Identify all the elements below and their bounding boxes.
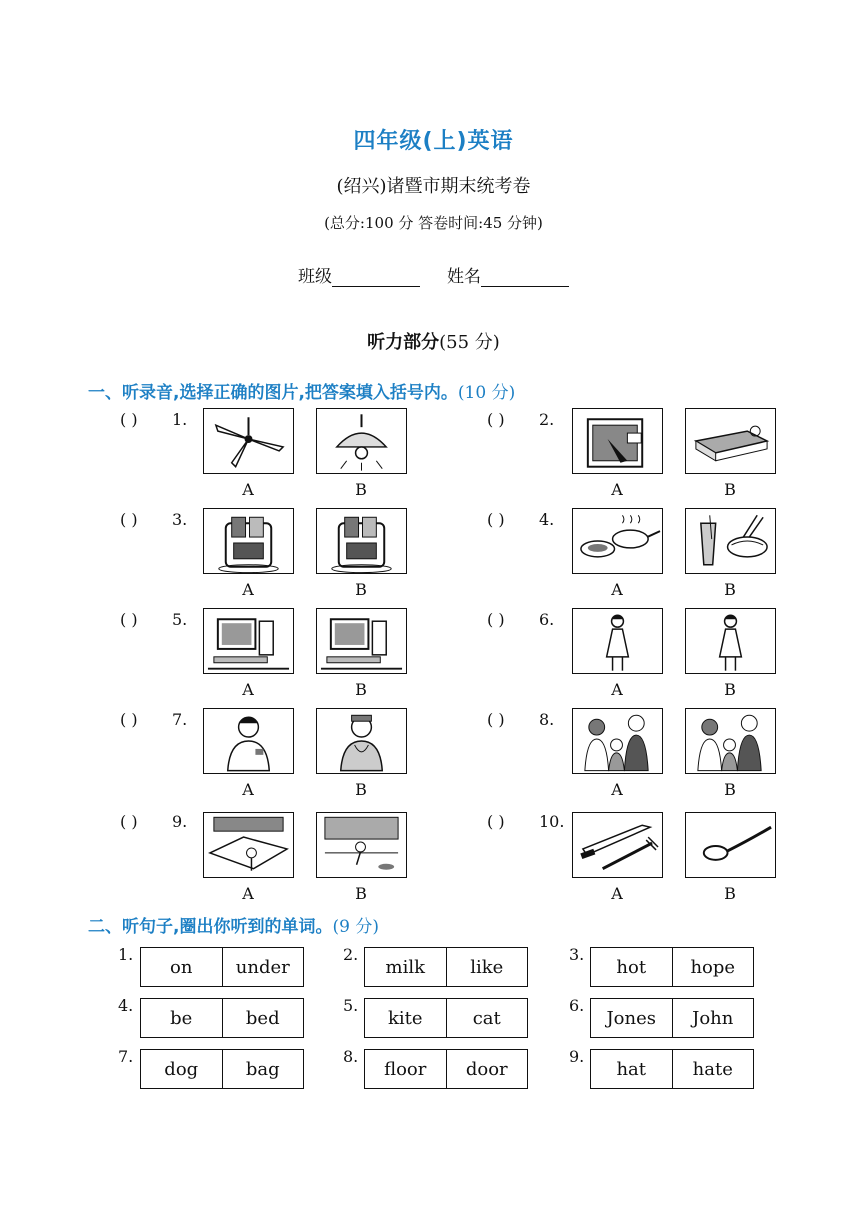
word-item-number: 6. <box>569 996 585 1015</box>
section2-title <box>88 912 379 937</box>
option-a-label: A <box>242 580 254 599</box>
word-choice-box <box>590 1049 754 1089</box>
word-option-2[interactable]: bed <box>222 999 304 1037</box>
word-option-2[interactable]: cat <box>446 999 528 1037</box>
option-b-label: B <box>724 884 736 903</box>
option-a-picture[interactable] <box>203 408 294 474</box>
option-a-label: A <box>242 884 254 903</box>
schoolbag-icon <box>317 509 406 573</box>
section1-title-text: 一、听录音,选择正确的图片,把答案填入括号内。 <box>88 383 458 403</box>
word-item-number: 9. <box>569 1047 585 1066</box>
option-b-picture[interactable] <box>685 408 776 474</box>
class-label: 班级 <box>297 267 332 287</box>
option-b-label: B <box>355 480 367 499</box>
girl-icon <box>573 609 662 673</box>
family-icon <box>686 709 775 773</box>
word-item-number: 8. <box>343 1047 359 1066</box>
option-a-picture[interactable] <box>572 508 663 574</box>
word-item-number: 2. <box>343 945 359 964</box>
answer-paren[interactable]: ( ) <box>487 610 505 629</box>
word-choice-box <box>364 1049 528 1089</box>
answer-paren[interactable]: ( ) <box>487 510 505 529</box>
option-b-label: B <box>724 680 736 699</box>
family-icon <box>573 709 662 773</box>
question-number: 1. <box>172 410 188 429</box>
girl-icon <box>686 609 775 673</box>
answer-paren[interactable]: ( ) <box>120 410 138 429</box>
option-b-label: B <box>724 580 736 599</box>
man-icon <box>204 709 293 773</box>
option-b-label: B <box>724 480 736 499</box>
question-number: 10. <box>539 812 565 831</box>
answer-paren[interactable]: ( ) <box>487 710 505 729</box>
option-b-label: B <box>355 580 367 599</box>
section1-title <box>88 378 515 403</box>
option-b-label: B <box>355 780 367 799</box>
option-a-picture[interactable] <box>203 708 294 774</box>
word-option-2[interactable]: John <box>672 999 754 1037</box>
listening-title: 听力部分 <box>367 332 440 353</box>
listening-points: (55 分) <box>439 332 500 353</box>
option-b-picture[interactable] <box>316 508 407 574</box>
word-choice-box <box>590 998 754 1038</box>
answer-paren[interactable]: ( ) <box>487 812 505 831</box>
word-choice-box <box>364 947 528 987</box>
word-item-number: 4. <box>118 996 134 1015</box>
kitchen-icon <box>317 813 406 877</box>
computer-icon <box>204 609 293 673</box>
word-option-1[interactable]: be <box>170 1007 193 1029</box>
question-number: 3. <box>172 510 188 529</box>
exam-subtitle: (绍兴)诸暨市期末统考卷 <box>336 176 531 197</box>
name-blank[interactable] <box>481 268 569 287</box>
option-b-picture[interactable] <box>316 608 407 674</box>
schoolbag-icon <box>204 509 293 573</box>
option-b-picture[interactable] <box>316 812 407 878</box>
word-option-1[interactable]: on <box>170 956 193 978</box>
word-option-1[interactable]: Jones <box>606 1007 657 1029</box>
spoon-icon <box>686 813 775 877</box>
question-number: 2. <box>539 410 555 429</box>
answer-paren[interactable]: ( ) <box>120 510 138 529</box>
word-option-1[interactable]: kite <box>387 1007 423 1029</box>
answer-paren[interactable]: ( ) <box>120 610 138 629</box>
word-option-2[interactable]: door <box>446 1050 528 1088</box>
question-number: 9. <box>172 812 188 831</box>
option-a-picture[interactable] <box>203 508 294 574</box>
word-option-1[interactable]: floor <box>384 1058 427 1080</box>
option-a-label: A <box>611 580 623 599</box>
option-a-picture[interactable] <box>572 608 663 674</box>
word-choice-box <box>140 1049 304 1089</box>
word-option-1[interactable]: dog <box>164 1058 199 1080</box>
option-b-label: B <box>724 780 736 799</box>
option-b-picture[interactable] <box>685 708 776 774</box>
question-number: 6. <box>539 610 555 629</box>
knife-fork-icon <box>573 813 662 877</box>
option-a-picture[interactable] <box>572 812 663 878</box>
word-item-number: 1. <box>118 945 134 964</box>
exam-info: (总分:100 分 答卷时间:45 分钟) <box>324 214 543 232</box>
blackboard-icon <box>573 409 662 473</box>
section2-points: (9 分) <box>332 917 379 937</box>
answer-paren[interactable]: ( ) <box>487 410 505 429</box>
word-choice-box <box>140 947 304 987</box>
option-a-label: A <box>611 680 623 699</box>
listening-heading <box>0 328 867 354</box>
word-option-2[interactable]: like <box>446 948 528 986</box>
option-a-label: A <box>242 480 254 499</box>
word-option-2[interactable]: under <box>222 948 304 986</box>
option-a-picture[interactable] <box>203 608 294 674</box>
option-b-picture[interactable] <box>316 708 407 774</box>
word-option-2[interactable]: bag <box>222 1050 304 1088</box>
option-a-label: A <box>242 780 254 799</box>
word-option-1[interactable]: hat <box>616 1058 647 1080</box>
option-b-label: B <box>355 680 367 699</box>
computer-icon <box>317 609 406 673</box>
question-number: 7. <box>172 710 188 729</box>
word-item-number: 3. <box>569 945 585 964</box>
word-item-number: 5. <box>343 996 359 1015</box>
food-dishes-icon <box>573 509 662 573</box>
section2-title-text: 二、听句子,圈出你听到的单词。 <box>88 917 333 937</box>
option-a-label: A <box>611 480 623 499</box>
option-b-picture[interactable] <box>685 812 776 878</box>
word-choice-box <box>140 998 304 1038</box>
question-number: 8. <box>539 710 555 729</box>
option-a-picture[interactable] <box>572 408 663 474</box>
ceiling-light-icon <box>317 409 406 473</box>
word-item-number: 7. <box>118 1047 134 1066</box>
ceiling-fan-icon <box>204 409 293 473</box>
classroom-icon <box>204 813 293 877</box>
section1-points: (10 分) <box>457 383 516 403</box>
option-b-picture[interactable] <box>685 508 776 574</box>
word-option-1[interactable]: hot <box>616 956 647 978</box>
word-choice-box <box>364 998 528 1038</box>
word-option-1[interactable]: milk <box>385 956 425 978</box>
class-blank[interactable] <box>332 268 420 287</box>
question-number: 4. <box>539 510 555 529</box>
desk-icon <box>686 409 775 473</box>
option-a-label: A <box>242 680 254 699</box>
doctor-icon <box>317 709 406 773</box>
option-a-picture[interactable] <box>572 708 663 774</box>
name-label: 姓名 <box>447 267 482 287</box>
option-b-picture[interactable] <box>685 608 776 674</box>
option-a-label: A <box>611 780 623 799</box>
option-a-label: A <box>611 884 623 903</box>
word-option-2[interactable]: hate <box>672 1050 754 1088</box>
option-a-picture[interactable] <box>203 812 294 878</box>
option-b-picture[interactable] <box>316 408 407 474</box>
exam-title: 四年级(上)英语 <box>353 129 514 154</box>
answer-paren[interactable]: ( ) <box>120 812 138 831</box>
drink-noodles-icon <box>686 509 775 573</box>
option-b-label: B <box>355 884 367 903</box>
word-choice-box <box>590 947 754 987</box>
word-option-2[interactable]: hope <box>672 948 754 986</box>
answer-paren[interactable]: ( ) <box>120 710 138 729</box>
student-info-row <box>0 262 867 287</box>
question-number: 5. <box>172 610 188 629</box>
